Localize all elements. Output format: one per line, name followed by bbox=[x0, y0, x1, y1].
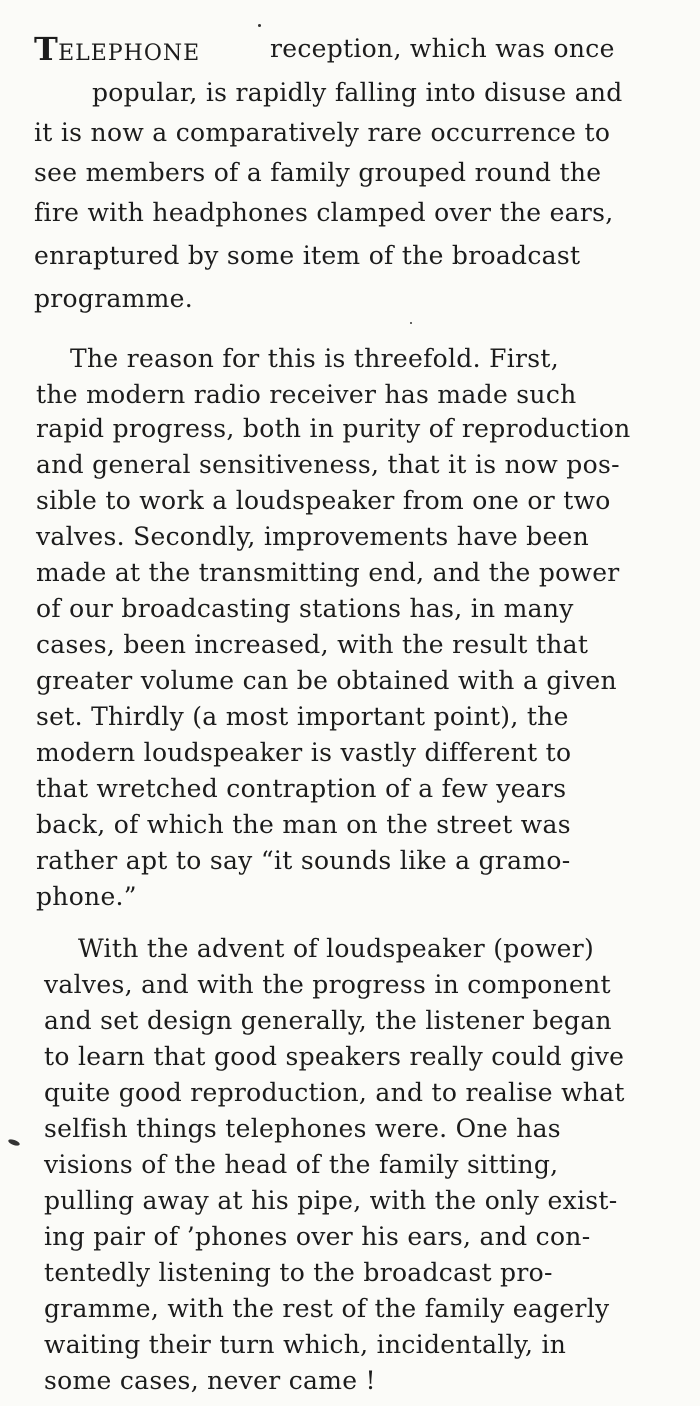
drop-cap: T bbox=[34, 30, 59, 68]
paragraph-1-line-4: see members of a family grouped round the bbox=[34, 158, 602, 187]
paragraph-2-line-3: rapid progress, both in purity of reproduction bbox=[36, 414, 631, 443]
paragraph-3-line-7: visions of the head of the family sitting, bbox=[44, 1150, 559, 1179]
paragraph-1-line-5: fire with headphones clamped over the ears, bbox=[34, 198, 614, 227]
paragraph-1-line-3: it is now a comparatively rare occurrence to bbox=[34, 118, 611, 147]
paragraph-3-line-3: and set design generally, the listener began bbox=[44, 1006, 612, 1035]
paragraph-2-line-4: and general sensitiveness, that it is now pos- bbox=[36, 450, 620, 479]
ink-mark bbox=[8, 1138, 21, 1147]
paragraph-2-line-6: valves. Secondly, improvements have been bbox=[36, 522, 590, 551]
paragraph-2-line-10: greater volume can be obtained with a given bbox=[36, 666, 617, 695]
paragraph-3-line-12: waiting their turn which, incidentally, in bbox=[44, 1330, 567, 1359]
paragraph-1-line-1-rest: reception, which was once bbox=[270, 34, 615, 63]
paragraph-2-line-7: made at the transmitting end, and the power bbox=[36, 558, 620, 587]
print-speck bbox=[258, 24, 261, 27]
lead-word: ELEPHONE bbox=[58, 41, 201, 66]
paragraph-3-line-8: pulling away at his pipe, with the only exist- bbox=[44, 1186, 618, 1215]
paragraph-2-line-12: modern loudspeaker is vastly different to bbox=[36, 738, 572, 767]
paragraph-3-line-1: With the advent of loudspeaker (power) bbox=[78, 934, 595, 963]
paragraph-3-line-5: quite good reproduction, and to realise what bbox=[44, 1078, 625, 1107]
paragraph-3-line-6: selfish things telephones were. One has bbox=[44, 1114, 561, 1143]
paragraph-1-line-6: enraptured by some item of the broadcast bbox=[34, 241, 581, 270]
paragraph-2-line-16: phone.” bbox=[36, 882, 137, 911]
paragraph-2-line-9: cases, been increased, with the result that bbox=[36, 630, 589, 659]
paragraph-3-line-9: ing pair of ’phones over his ears, and con- bbox=[44, 1222, 591, 1251]
paragraph-3-line-4: to learn that good speakers really could give bbox=[44, 1042, 625, 1071]
paragraph-2-line-11: set. Thirdly (a most important point), the bbox=[36, 702, 569, 731]
paragraph-2-line-15: rather apt to say “it sounds like a gramo- bbox=[36, 846, 571, 875]
paragraph-1-line-2: popular, is rapidly falling into disuse and bbox=[92, 78, 623, 107]
paragraph-1-line-7: programme. bbox=[34, 284, 194, 313]
paragraph-2-line-13: that wretched contraption of a few years bbox=[36, 774, 567, 803]
paragraph-1-line-1 bbox=[34, 30, 201, 68]
paragraph-3-line-13: some cases, never came ! bbox=[44, 1366, 376, 1395]
paragraph-2-line-5: sible to work a loudspeaker from one or two bbox=[36, 486, 611, 515]
paragraph-2-line-2: the modern radio receiver has made such bbox=[36, 380, 577, 409]
paragraph-3-line-10: tentedly listening to the broadcast pro- bbox=[44, 1258, 553, 1287]
paragraph-2-line-8: of our broadcasting stations has, in many bbox=[36, 594, 574, 623]
paragraph-3-line-2: valves, and with the progress in component bbox=[44, 970, 611, 999]
print-speck bbox=[410, 322, 412, 324]
paragraph-2-line-1: The reason for this is threefold. First, bbox=[70, 344, 559, 373]
paragraph-3-line-11: gramme, with the rest of the family eagerly bbox=[44, 1294, 610, 1323]
paragraph-2-line-14: back, of which the man on the street was bbox=[36, 810, 571, 839]
